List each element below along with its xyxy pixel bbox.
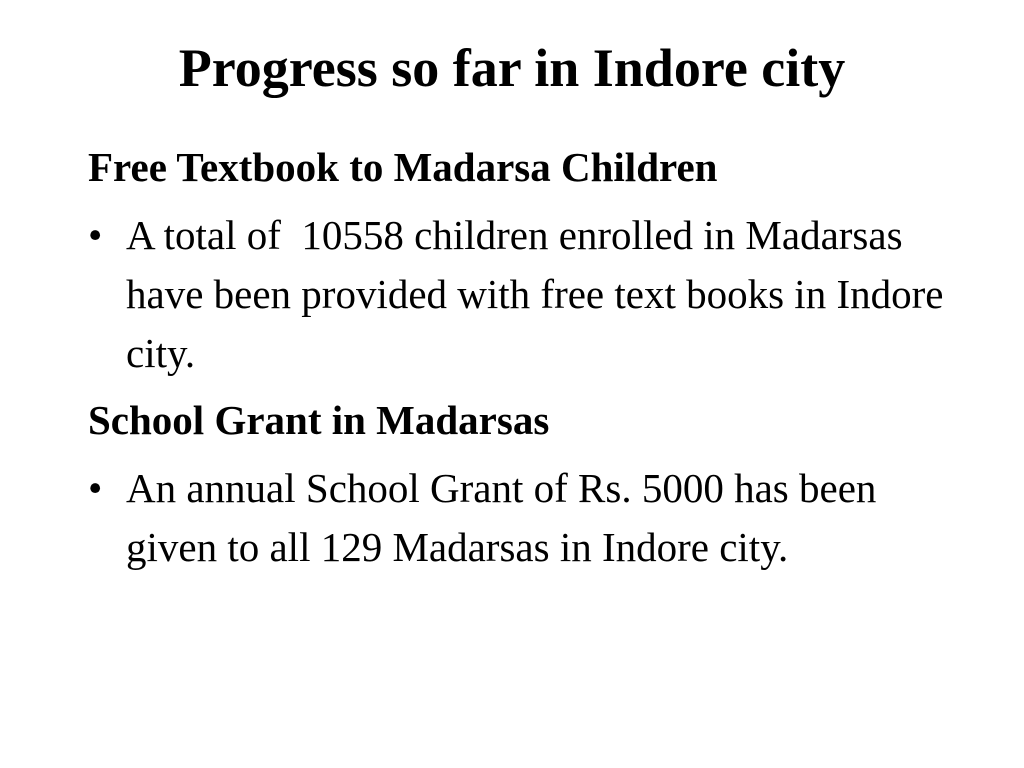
slide-title: Progress so far in Indore city bbox=[178, 38, 846, 98]
section-free-textbook bbox=[88, 138, 958, 383]
bullet-dot-icon: • bbox=[88, 212, 103, 258]
bullet-item bbox=[88, 459, 958, 577]
slide-content bbox=[88, 138, 958, 585]
bullet-text: A total of 10558 children enrolled in Madarsas have been provided with free text books in Indore city. bbox=[126, 212, 954, 376]
bullet-item bbox=[88, 206, 958, 383]
section-school-grant bbox=[88, 391, 958, 577]
bullet-dot-icon: • bbox=[88, 465, 103, 511]
section-heading: Free Textbook to Madarsa Children bbox=[88, 144, 718, 190]
bullet-text: An annual School Grant of Rs. 5000 has been given to all 129 Madarsas in Indore city. bbox=[126, 465, 877, 570]
section-heading: School Grant in Madarsas bbox=[88, 397, 550, 443]
